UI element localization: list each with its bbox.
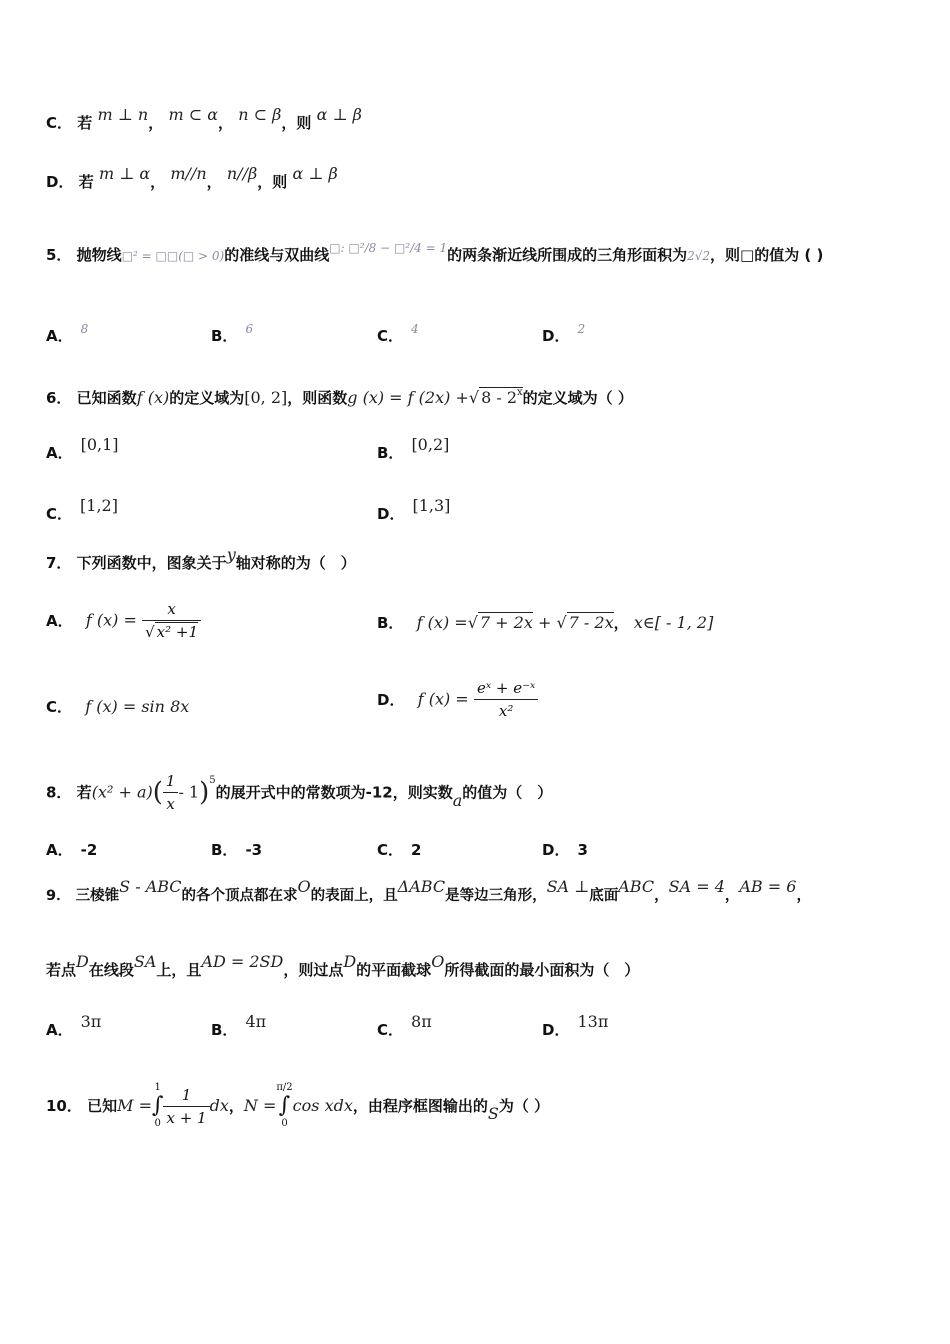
option-label: C． xyxy=(46,114,73,132)
text: ， xyxy=(352,1097,368,1115)
q8-option-c xyxy=(377,839,421,861)
text: ，则过点 xyxy=(283,961,344,979)
option-value: 3 xyxy=(577,841,588,859)
option-label: C． xyxy=(46,505,73,523)
text: 为（ ） xyxy=(498,1097,550,1115)
text: ，则 xyxy=(257,173,288,191)
text: 下列函数中，图象关于 xyxy=(76,554,227,572)
text: 底面 xyxy=(589,888,619,904)
text: ， xyxy=(613,614,629,632)
option-label: B． xyxy=(211,1021,238,1039)
math: m ⊥ n xyxy=(97,105,149,124)
option-value: -2 xyxy=(80,841,98,859)
numerator: x xyxy=(142,598,201,621)
option-label: B． xyxy=(377,444,404,462)
text: 已知 xyxy=(87,1097,118,1115)
math: α ⊥ β xyxy=(292,164,338,183)
lower-limit: 0 xyxy=(154,1118,161,1129)
option-value: 3π xyxy=(80,1012,102,1031)
math: 7 + 2x xyxy=(479,613,533,632)
q6-option-a xyxy=(46,435,119,464)
text: 的平面截球 xyxy=(356,961,432,979)
q5-option-c xyxy=(377,322,419,348)
math: N = xyxy=(243,1096,277,1115)
math: AD = 2SD xyxy=(201,952,284,971)
q7-option-b: B． f (x) =√ 7 + 2x + √ 7 - 2x， x∈[ - 1, 2] xyxy=(377,613,714,632)
option-value: 4 xyxy=(411,322,419,336)
option-label: D． xyxy=(377,505,405,523)
text: ， xyxy=(654,888,669,904)
math: α ⊥ β xyxy=(316,105,362,124)
q7-option-a xyxy=(46,598,201,643)
option-value: 13π xyxy=(577,1012,609,1031)
question-number: 9． xyxy=(46,888,71,904)
math: □: □²/8 − □²/4 = 1 xyxy=(329,241,448,255)
numerator: eˣ + e⁻ˣ xyxy=(474,677,538,700)
math: S - ABC xyxy=(119,877,182,896)
option-label: A． xyxy=(46,1021,73,1039)
q8-option-d xyxy=(542,839,588,861)
math: x∈[ - 1, 2] xyxy=(633,613,714,632)
math: y xyxy=(226,545,236,564)
math: O xyxy=(431,952,445,971)
math: SA = 4 xyxy=(668,877,725,896)
math: 7 - 2x xyxy=(568,613,614,632)
text: 若 xyxy=(78,173,94,191)
fraction xyxy=(142,598,201,643)
option-label: D． xyxy=(542,327,570,345)
option-label: B． xyxy=(211,327,238,345)
text: ， xyxy=(724,888,740,904)
option-value: [0,2] xyxy=(411,435,450,454)
math: m//n xyxy=(170,164,207,183)
option-value: 2 xyxy=(577,322,586,336)
question-number: 10． xyxy=(46,1097,82,1115)
q9-stem-line2 xyxy=(46,952,640,981)
option-label: D． xyxy=(46,173,74,191)
q9-option-b xyxy=(211,1012,267,1041)
math: m ⊥ α xyxy=(98,164,151,183)
math: 8 - 2 xyxy=(481,388,517,407)
lower-limit: 0 xyxy=(281,1118,288,1129)
math: + xyxy=(532,613,557,632)
text: 若点 xyxy=(46,961,77,979)
math: ΔABC xyxy=(397,877,446,896)
q5-option-b xyxy=(211,322,254,348)
option-label: A． xyxy=(46,611,73,630)
text: ， xyxy=(796,888,811,904)
denominator: x xyxy=(166,795,175,813)
text: 由程序框图输出的 xyxy=(367,1097,488,1115)
denominator: x + 1 xyxy=(166,1108,207,1127)
q7-option-d xyxy=(377,677,538,722)
option-label: D． xyxy=(542,1021,570,1039)
exponent: 5 xyxy=(209,775,216,786)
upper-limit: 1 xyxy=(154,1082,161,1093)
text: 轴对称的为（ ） xyxy=(235,554,356,572)
text: ， xyxy=(228,1097,244,1115)
math: (x² + a) xyxy=(91,782,153,802)
math: cos xdx xyxy=(292,1096,353,1115)
question-number: 8． xyxy=(46,783,72,802)
denominator: √ x² +1 xyxy=(145,623,199,641)
option-label: C． xyxy=(377,841,404,859)
q5-option-a xyxy=(46,322,89,348)
math: f (x) = xyxy=(417,689,469,709)
q9-stem-line1 xyxy=(46,877,811,907)
text: 已知函数 xyxy=(76,389,137,407)
math: g (x) = f (2x) + xyxy=(347,388,469,407)
text: 在线段 xyxy=(88,961,134,979)
text: 是等边三角形， xyxy=(445,888,547,904)
q8-option-a xyxy=(46,839,97,861)
q5-option-d xyxy=(542,322,586,348)
math: f (x) = xyxy=(416,613,468,632)
text: 的值为（ ） xyxy=(462,783,553,802)
q6-option-d xyxy=(377,496,451,525)
math: dx xyxy=(209,1096,229,1115)
q4-option-d: D． 若 m ⊥ α， m//n， n//β，则 α ⊥ β xyxy=(46,164,338,191)
option-label: C． xyxy=(377,327,404,345)
math: a xyxy=(452,790,463,810)
math: f (x) = sin 8x xyxy=(85,697,190,716)
text: 若 xyxy=(76,783,92,802)
math: □² = □□(□ > 0) xyxy=(121,249,225,263)
math: D xyxy=(76,952,89,971)
upper-limit: π/2 xyxy=(276,1082,293,1093)
math: D xyxy=(343,952,357,971)
text: 抛物线 xyxy=(76,246,122,264)
q8-option-b xyxy=(211,839,262,861)
math: x² +1 xyxy=(156,623,199,641)
option-label: A． xyxy=(46,444,73,462)
q4-option-c: C． 若 m ⊥ n， m ⊂ α， n ⊂ β，则 α ⊥ β xyxy=(46,105,362,132)
option-value: [0,1] xyxy=(80,435,119,454)
option-value: 4π xyxy=(245,1012,267,1031)
math: O xyxy=(297,877,311,896)
option-value: 8 xyxy=(80,322,89,336)
option-label: D． xyxy=(377,690,405,709)
text: 的定义域为 xyxy=(169,389,245,407)
text: 的两条渐近线所围成的三角形面积为 xyxy=(447,246,688,264)
math: SA xyxy=(133,952,157,971)
option-label: B． xyxy=(377,614,404,632)
sqrt-expr xyxy=(479,387,523,407)
text: ，则函数 xyxy=(287,389,348,407)
fraction xyxy=(474,677,538,722)
q9-option-a xyxy=(46,1012,102,1041)
math: M = xyxy=(117,1096,152,1115)
numerator: 1 xyxy=(163,1084,209,1107)
math: - 1 xyxy=(178,782,200,802)
text: 的各个顶点都在求 xyxy=(181,888,298,904)
option-value: [1,3] xyxy=(412,496,451,515)
option-value: 2 xyxy=(411,841,422,859)
denominator: x² xyxy=(498,702,514,720)
text: 三棱锥 xyxy=(75,888,120,904)
numerator: 1 xyxy=(163,770,179,793)
text: 上，且 xyxy=(156,961,202,979)
q6-stem: 6． 已知函数f (x)的定义域为[0, 2]，则函数g (x) = f (2x) +√ 8 - 2$^x$的定义域为（ ） xyxy=(46,387,633,407)
text: ，则□的值为 ( ) xyxy=(710,246,824,264)
text: 的表面上，且 xyxy=(310,888,398,904)
question-number: 5． xyxy=(46,246,72,264)
fraction xyxy=(163,1084,209,1129)
text: 的定义域为（ ） xyxy=(522,389,633,407)
math: f (x) xyxy=(136,388,170,407)
integral-sign: π/2 ∫ 0 xyxy=(276,1082,293,1129)
q5-stem xyxy=(46,241,824,267)
q6-option-c xyxy=(46,496,118,525)
fraction xyxy=(163,770,179,815)
question-number: 7． xyxy=(46,554,72,572)
text: ，则 xyxy=(281,114,312,132)
q8-stem: 8． 若(x² + a)( $\frac{1}{x}$ - 1)$^5$的展开式中的常数项为-12，则实数a的值为（ ） xyxy=(46,772,553,813)
option-label: C． xyxy=(46,698,73,716)
math: f (x) = xyxy=(85,610,137,630)
math: x xyxy=(517,387,523,398)
q10-stem xyxy=(46,1082,549,1130)
option-label: B． xyxy=(211,841,238,859)
math: ABC xyxy=(618,877,655,896)
text: 若 xyxy=(77,114,93,132)
q7-stem xyxy=(46,545,356,574)
text: 的展开式中的常数项为-12，则实数 xyxy=(215,783,453,802)
q9-option-c xyxy=(377,1012,432,1041)
text: 所得截面的最小面积为（ ） xyxy=(444,961,640,979)
math: n ⊂ β xyxy=(238,105,282,124)
option-label: A． xyxy=(46,841,73,859)
math: m ⊂ α xyxy=(168,105,218,124)
option-value: 8π xyxy=(411,1012,432,1031)
math: AB = 6 xyxy=(739,877,797,896)
math: [0, 2] xyxy=(244,388,288,407)
text: 的准线与双曲线 xyxy=(224,246,330,264)
math: 2√2 xyxy=(687,249,711,263)
q9-option-d xyxy=(542,1012,609,1041)
math: S xyxy=(487,1104,499,1123)
q6-option-b xyxy=(377,435,450,464)
question-number: 6． xyxy=(46,389,72,407)
option-label: A． xyxy=(46,327,73,345)
option-label: C． xyxy=(377,1021,404,1039)
option-value: 6 xyxy=(245,322,254,336)
math: n//β xyxy=(226,164,258,183)
integral-sign: 1 ∫ 0 xyxy=(152,1082,164,1129)
q7-option-c xyxy=(46,696,189,718)
option-value: [1,2] xyxy=(80,496,118,515)
option-label: D． xyxy=(542,841,570,859)
math: SA ⊥ xyxy=(546,877,590,896)
option-value: -3 xyxy=(245,841,263,859)
